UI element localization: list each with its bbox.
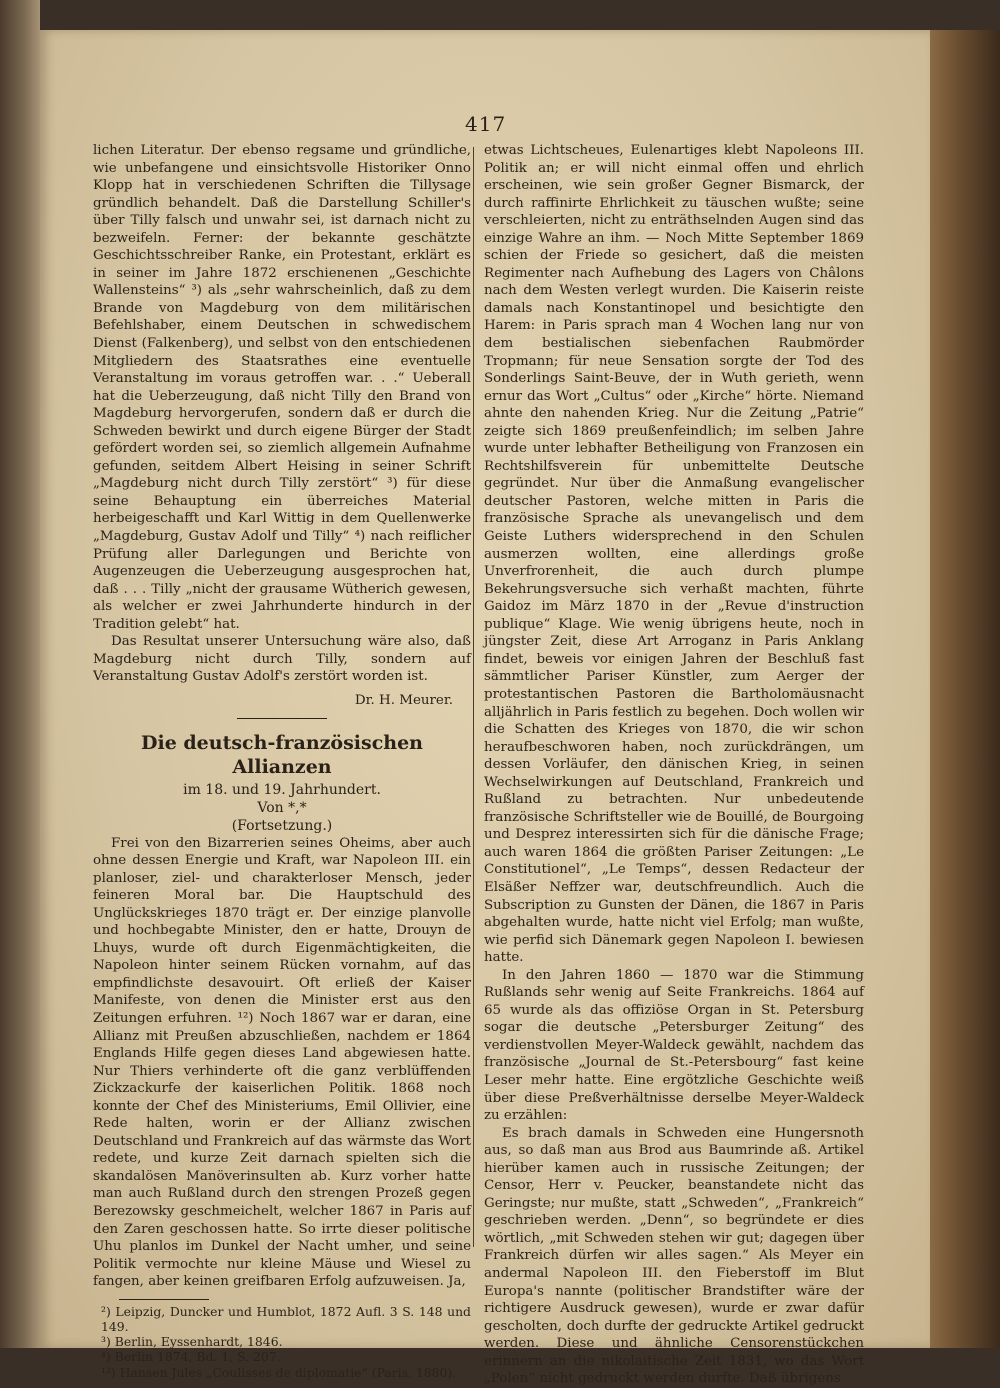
footnote: ⁴) Berlin 1874, Bd. 1, S. 207.: [101, 1349, 281, 1365]
paragraph: In den Jahren 1860 — 1870 war die Stimmung Rußlands sehr wenig auf Seite Frankreichs. 1864 auf 65 wurde als das offiziöse Organ in St. Petersburg sogar die deutsche „Petersburger Zeitung“ des verdienstvollen Meyer-Waldeck gewählt, nachdem das französische „Journal de St.-Petersbourg“ fast keine Leser mehr hatte. Eine ergötzliche Geschichte weiß über diese Preßverhältnisse derselbe Meyer-Waldeck zu erzählen:: [484, 967, 864, 1124]
article-author: Von *,*: [257, 799, 307, 816]
article-subtitle: im 18. und 19. Jahrhundert.: [183, 781, 381, 798]
article-title: Die deutsch-französischen Allianzen: [141, 731, 423, 778]
paragraph: Frei von den Bizarrerien seines Oheims, aber auch ohne dessen Energie und Kraft, war Napoleon III. ein planloser, ziel- und charakterloser Mensch, jeder feineren Moral bar. Die Hauptschuld des Unglückskrieges 1870 trägt er. Der einzige planvolle und hochbegabte Minister, den er hatte, Drouyn de Lhuys, wurde oft durch Eigenmächtigkeiten, die Napoleon hinter seinem Rücken vornahm, auf das empfindlichste desavouirt. Oft erließ der Kaiser Manifeste, von denen die Minister erst aus den Zeitungen erfuhren. ¹²) Noch 1867 war er daran, eine Allianz mit Preußen abzuschließen, nachdem er 1864 Englands Hilfe gegen dieses Land abgewiesen hatte. Nur Thiers verhinderte oft die ganz verblüffenden Zickzackurfe der kaiserlichen Politik. 1868 noch konnte der Chef des Ministeriums, Emil Ollivier, eine Rede halten, worin er der Allianz zwischen Deutschland und Frankreich auf das wärmste das Wort redete, und kurze Zeit darnach spielten sich die skandalösen Manöverinsulten ab. Kurz vorher hatte man auch Rußland durch den strengen Prozeß gegen Berezowsky geschmeichelt, welcher 1867 in Paris auf den Zaren geschossen hatte. So irrte dieser politische Uhu planlos im Dunkel der Nacht umher, und seine Politik vermochte nur kleine Mäuse und Wiesel zu fangen, aber keinen greifbaren Erfolg aufzuweisen. Ja,: [93, 835, 471, 1290]
paragraph: etwas Lichtscheues, Eulenartiges klebt Napoleons III. Politik an; er will nicht einmal offen und ehrlich erscheinen, wie sein großer Gegner Bismarck, der durch raffinirte Ehrlichkeit zu täuschen wußte; seine verschleierten, nicht zu enträthselnden Augen sind das einzige Wahre an ihm. — Noch Mitte September 1869 schien der Friede so gesichert, daß die meisten Regimenter nach Aufhebung des Lagers von Châlons nach dem Westen verlegt wurden. Die Kaiserin reiste damals nach Konstantinopel und besichtigte den Harem: in Paris sprach man 4 Wochen lang nur von dem bestialischen siebenfachen Raubmörder Tropmann; für neue Sensation sorgte der Tod des Sonderlings Saint-Beuve, der in Wuth gerieth, wenn ernur das Wort „Cultus“ oder „Kirche“ hörte. Niemand ahnte den nahenden Krieg. Nur die Zeitung „Patrie“ zeigte sich 1869 preußenfeindlich; im selben Jahre wurde unter lebhafter Betheiligung von Franzosen ein Rechtshilfsverein für unbemittelte Deutsche gegründet. Nur über die Anmaßung evangelischer deutscher Pastoren, welche mitten in Paris die französische Sprache als unevangelisch und dem Geiste Luthers widersprechend in den Schulen ausmerzen wollten, eine allerdings große Unverfrorenheit, die auch durch plumpe Bekehrungsversuche sich verhaßt machten, führte Gaidoz im März 1870 in der „Revue d'instruction publique“ Klage. Wie wenig übrigens heute, noch in jüngster Zeit, diese Art Arroganz in Paris Anklang findet, beweis vor einigen Jahren der Beschluß fast sämmtlicher Pariser Künstler, zum Aerger der protestantischen Pastoren die Bartholomäusnacht alljährlich in Paris festlich zu begehen. Doch wollen wir die Schatten des Krieges von 1870, die wir schon heraufbeschworen haben, noch zurückdrängen, um dessen Vorläufer, den dänischen Krieg, in seinen Wechselwirkungen auf Deutschland, Frankreich und Rußland zu betrachten. Nur unbedeutende französische Schriftsteller wie de Bouillé, de Bourgoing und Desprez interessirten sich für die dänische Frage; auch waren 1864 die größten Pariser Zeitungen: „Le Constitutionel“, „Le Temps“, dessen Redacteur der Elsäßer Neffzer war, deutschfreundlich. Auch die Subscription zu Gunsten der Dänen, die 1867 in Paris abgehalten wurde, hatte nicht viel Erfolg; man wußte, wie perfid sich Dänemark gegen Napoleon I. bewiesen hatte.: [484, 143, 864, 966]
article-note: (Fortsetzung.): [231, 817, 333, 834]
right-column: [484, 142, 864, 1388]
column-divider: [473, 147, 474, 1247]
page-edge: [930, 30, 1000, 1348]
left-column: [93, 142, 471, 1380]
author-signature: Dr. H. Meurer.: [354, 692, 453, 708]
footnote: ¹²) Hansen Jules „Coulisses de diplomatie“ (Paris, 1880).: [101, 1364, 457, 1380]
paragraph: Das Resultat unserer Untersuchung wäre also, daß Magdeburg nicht durch Tilly, sondern auf Veranstaltung Gustav Adolf's zerstört worden ist.: [93, 634, 471, 685]
footnote: ²) Leipzig, Duncker und Humblot, 1872 Aufl. 3 S. 148 und 149.: [101, 1303, 471, 1334]
section-rule: [237, 718, 327, 719]
book-spine: [0, 0, 40, 1348]
footnote-rule: [119, 1299, 209, 1300]
paragraph: lichen Literatur. Der ebenso regsame und gründliche, wie unbefangene und einsichtsvolle Historiker Onno Klopp hat in verschiedenen Schriften die Tillysage gründlich behandelt. Daß die Darstellung Schiller's über Tilly falsch und unwahr sei, ist darnach nicht zu bezweifeln. Ferner: der bekannte geschätzte Geschichtsschreiber Ranke, ein Protestant, erklärt es in seiner im Jahre 1872 erschienenen „Geschichte Wallensteins“ ³) als „sehr wahrscheinlich, daß zu dem Brande von Magdeburg von dem militärischen Befehlshaber, einem Deutschen in schwedischem Dienst (Falkenberg), und selbst von den entschiedenen Mitgliedern des Staatsrathes eine eventuelle Veranstaltung im voraus getroffen war. . .“ Ueberall hat die Ueberzeugung, daß nicht Tilly den Brand von Magdeburg hervorgerufen, sondern daß er durch die Schweden bewirkt und durch eigene Bürger der Stadt gefördert worden sei, so ziemlich allgemein Aufnahme gefunden, seitdem Albert Heising in seiner Schrift „Magdeburg nicht durch Tilly zerstört“ ³) für diese seine Behauptung ein überreiches Material herbeigeschafft und Karl Wittig in dem Quellenwerke „Magdeburg, Gustav Adolf und Tilly“ ⁴) nach reiflicher Prüfung aller Darlegungen und Berichte von Augenzeugen die Ueberzeugung ausgesprochen hat, daß . . . Tilly „nicht der grausame Wütherich gewesen, als welcher er zwei Jahrhunderte hindurch in der Tradition gelebt“ hat.: [93, 143, 471, 632]
page-number: 417: [465, 112, 507, 136]
paragraph: Es brach damals in Schweden eine Hungersnoth aus, so daß man aus Brod aus Baumrinde aß. Artikel hierüber kamen auch in russische Zeitungen; der Censor, Herr v. Peucker, beanstandete nicht das Geringste; nur mußte, statt „Schweden“, „Frankreich“ geschrieben werden. „Denn“, so begründete er dies wörtlich, „mit Schweden stehen wir gut; dagegen über Frankreich dürfen wir alles sagen.“ Als Meyer ein andermal Napoleon III. den Fieberstoff im Blut Europa's nannte (politischer Brandstifter wäre der richtigere Ausdruck gewesen), wurde er zwar dafür gescholten, doch durfte der gedruckte Artikel gedruckt werden. Diese und ähnliche Censorenstückchen erinnern an die nikolaitische Zeit 1831, wo das Wort „Polen“ nicht gedruckt werden durfte. Daß übrigens: [484, 1125, 864, 1387]
footnote: ³) Berlin, Eyssenhardt, 1846.: [101, 1334, 283, 1350]
